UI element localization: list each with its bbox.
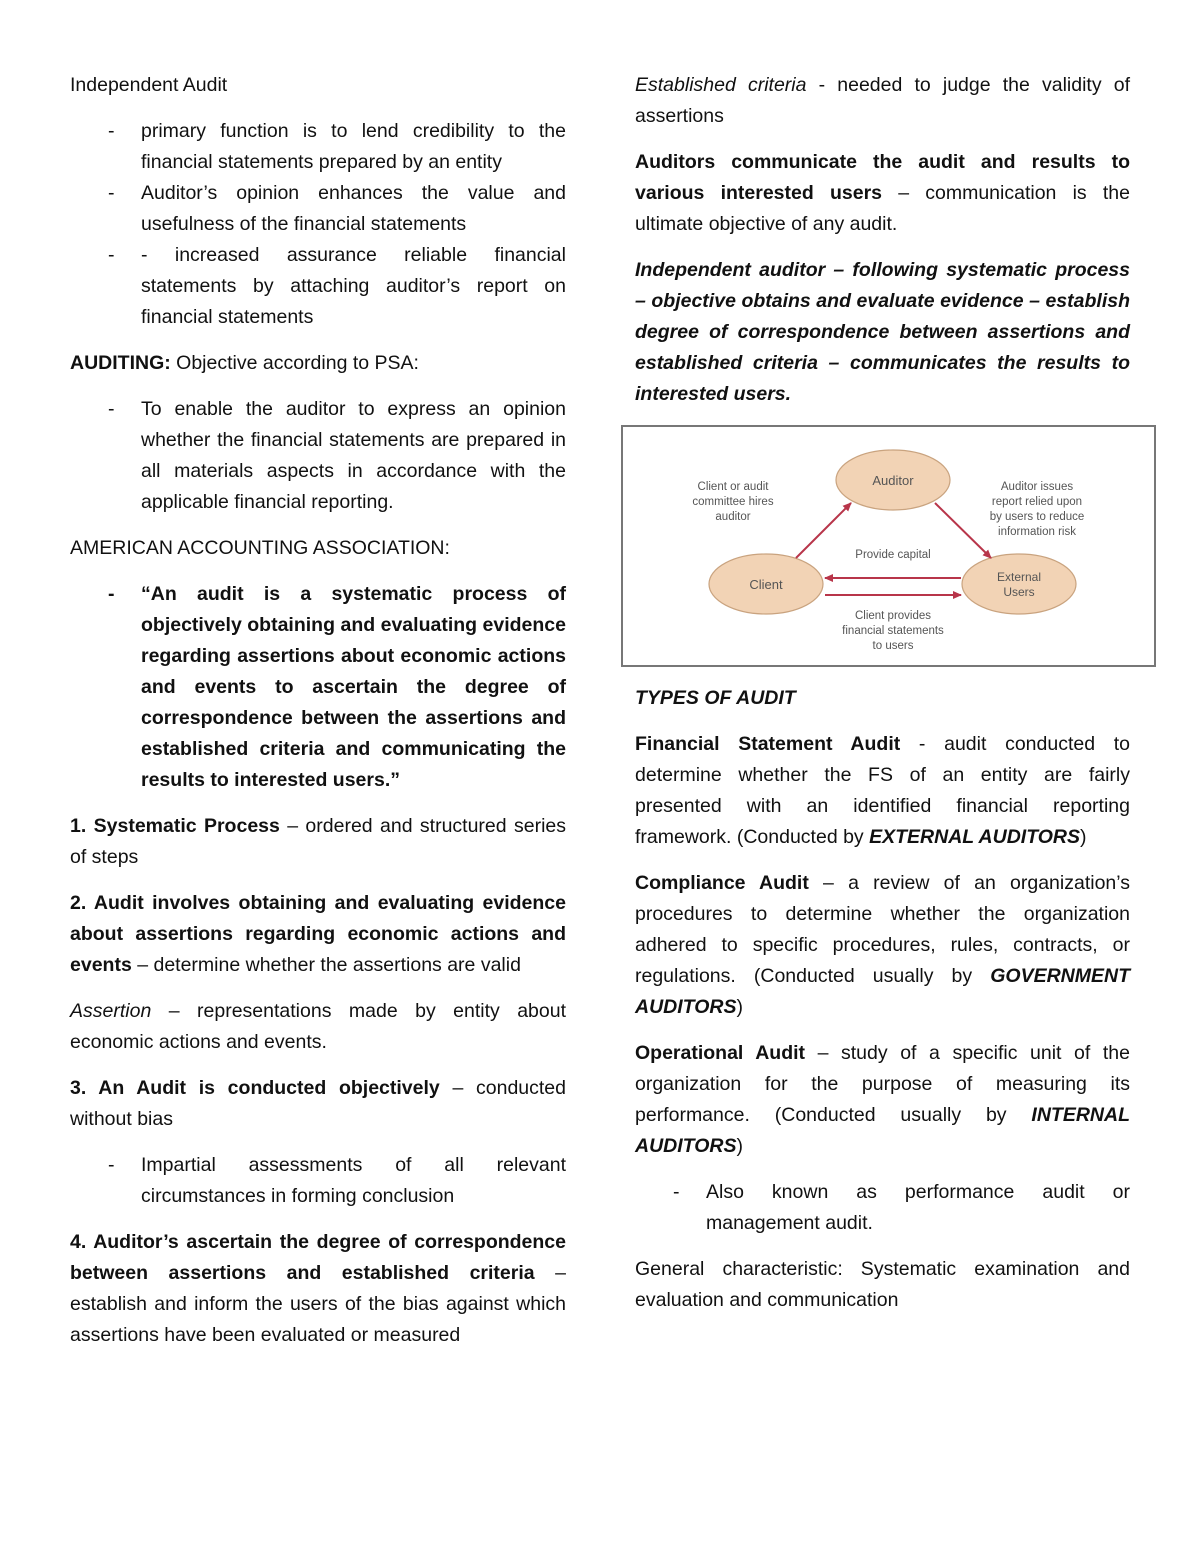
provides-note-2: financial statements bbox=[842, 625, 944, 637]
list-item: - Also known as performance audit or management audit. bbox=[635, 1177, 1130, 1239]
point-3-title: 3. An Audit is conducted objectively bbox=[70, 1077, 440, 1099]
aaa-list bbox=[70, 579, 566, 796]
auditor-label: Auditor bbox=[872, 473, 914, 488]
independent-auditor-summary: Independent auditor – following systematic process – objective obtains and evaluate evidence – establish degree of correspondence between assertions and established criteria – communicates the results to interested users. bbox=[635, 259, 1130, 405]
fs-audit-who: EXTERNAL AUDITORS bbox=[869, 826, 1081, 848]
auditing-text: Objective according to PSA: bbox=[170, 352, 419, 374]
aaa-definition-quote: - “An audit is a systematic process of objectively obtaining and evaluating evidence regarding assertions about economic actions and events to ascertain the degree of correspondence between the assertions and established criteria and communicating the results to interested users.” bbox=[70, 579, 566, 796]
client-label: Client bbox=[749, 577, 783, 592]
issues-note-3: by users to reduce bbox=[989, 511, 1085, 523]
point-2 bbox=[70, 888, 566, 981]
diagram-svg bbox=[623, 427, 1154, 665]
compliance-audit-who: GOVERNMENT AUDITORS bbox=[635, 965, 1130, 1018]
established-criteria bbox=[635, 70, 1130, 132]
list-item: - Impartial assessments of all relevant circumstances in forming conclusion bbox=[70, 1150, 566, 1212]
right-column bbox=[635, 70, 1130, 1331]
communication-title: Auditors communicate the audit and results to various interested users bbox=[635, 151, 1130, 204]
point-3 bbox=[70, 1073, 566, 1135]
criteria-term: Established criteria bbox=[635, 74, 807, 96]
list-item: - To enable the auditor to express an opinion whether the financial statements are prepared in all materials aspects in accordance with the applicable financial reporting. bbox=[70, 394, 566, 518]
list-item: - primary function is to lend credibility to the financial statements prepared by an entity bbox=[70, 116, 566, 178]
provides-note-1: Client provides bbox=[854, 610, 932, 622]
assertion-text: – representations made by entity about economic actions and events. bbox=[70, 1000, 566, 1053]
capital-label: Provide capital bbox=[855, 549, 931, 561]
operational-audit bbox=[635, 1038, 1130, 1162]
criteria-text: - needed to judge the validity of assertions bbox=[635, 74, 1130, 127]
arrow-auditor-to-users bbox=[935, 503, 991, 558]
auditing-objective bbox=[70, 348, 566, 379]
point-4-title: 4. Auditor’s ascertain the degree of correspondence between assertions and established criteria bbox=[70, 1231, 566, 1284]
assertion-term: Assertion bbox=[70, 1000, 152, 1022]
point-2-title: 2. Audit involves obtaining and evaluating evidence about assertions regarding economic actions and events bbox=[70, 892, 566, 976]
audit-relationship-diagram bbox=[621, 425, 1156, 667]
hires-note-2: committee hires bbox=[692, 496, 774, 508]
point-3-list bbox=[70, 1150, 566, 1212]
operational-audit-who: INTERNAL AUDITORS bbox=[635, 1104, 1130, 1157]
compliance-audit-text: – a review of an organization’s procedures to determine whether the organization adhered to specific procedures, rules, contracts, or regulations. (Conducted usually by bbox=[635, 872, 1130, 987]
auditing-label: AUDITING: bbox=[70, 352, 171, 374]
section-heading-independent-audit: Independent Audit bbox=[70, 74, 228, 96]
list-item: - Auditor’s opinion enhances the value and usefulness of the financial statements bbox=[70, 178, 566, 240]
point-1-text: – ordered and structured series of steps bbox=[70, 815, 566, 868]
independent-audit-list bbox=[70, 116, 566, 333]
fs-audit-end: ) bbox=[1080, 826, 1087, 848]
operational-audit-title: Operational Audit bbox=[635, 1042, 806, 1064]
operational-audit-end: ) bbox=[736, 1135, 743, 1157]
external-users-node bbox=[962, 554, 1076, 614]
psa-list bbox=[70, 394, 566, 518]
point-1 bbox=[70, 811, 566, 873]
left-column bbox=[70, 70, 566, 1366]
list-item: - - increased assurance reliable financial statements by attaching auditor’s report on financial statements bbox=[70, 240, 566, 333]
general-characteristic: General characteristic: Systematic examination and evaluation and communication bbox=[635, 1258, 1130, 1311]
types-of-audit-heading: TYPES OF AUDIT bbox=[635, 687, 796, 709]
provides-note-3: to users bbox=[872, 640, 914, 652]
hires-note-1: Client or audit bbox=[697, 481, 769, 493]
fs-audit-text: - audit conducted to determine whether the FS of an entity are fairly presented with an identified financial reporting framework. (Conducted by bbox=[635, 733, 1130, 848]
issues-note-2: report relied upon bbox=[991, 496, 1083, 508]
communication-text: – communication is the ultimate objective of any audit. bbox=[635, 182, 1130, 235]
external-users-label-1: External bbox=[996, 570, 1042, 584]
point-1-title: 1. Systematic Process bbox=[70, 815, 280, 837]
issues-note-4: information risk bbox=[998, 526, 1076, 538]
aaa-heading: AMERICAN ACCOUNTING ASSOCIATION: bbox=[70, 537, 450, 559]
fs-audit-title: Financial Statement Audit bbox=[635, 733, 901, 755]
point-3-text: – conducted without bias bbox=[70, 1077, 566, 1130]
issues-note-1: Auditor issues bbox=[1000, 481, 1074, 493]
point-4 bbox=[70, 1227, 566, 1351]
operational-audit-text: – study of a specific unit of the organization for the purpose of measuring its performance. (Conducted usually by bbox=[635, 1042, 1130, 1126]
compliance-audit-title: Compliance Audit bbox=[635, 872, 809, 894]
compliance-audit-end: ) bbox=[736, 996, 743, 1018]
hires-note-3: auditor bbox=[715, 511, 751, 523]
external-users-label-2: Users bbox=[1003, 585, 1035, 599]
financial-statement-audit bbox=[635, 729, 1130, 853]
point-4-text: – establish and inform the users of the bias against which assertions have been evaluated or measured bbox=[70, 1262, 566, 1346]
point-2-text: – determine whether the assertions are valid bbox=[131, 954, 521, 976]
compliance-audit bbox=[635, 868, 1130, 1023]
assertion-definition bbox=[70, 996, 566, 1058]
arrow-client-to-auditor bbox=[796, 503, 851, 558]
operational-audit-list bbox=[635, 1177, 1130, 1239]
communication-paragraph bbox=[635, 147, 1130, 240]
